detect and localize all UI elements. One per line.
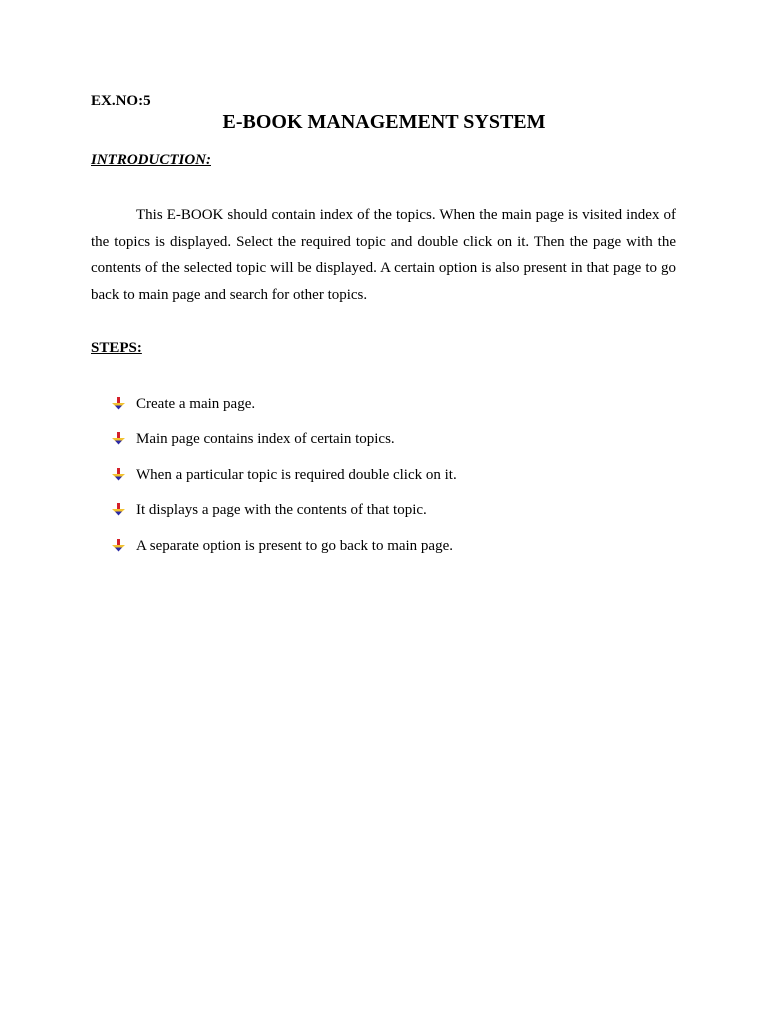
step-text: Main page contains index of certain topics. [136,431,395,447]
steps-heading: STEPS: [91,340,142,356]
arrow-bullet-icon [112,397,125,410]
document-title: E-BOOK MANAGEMENT SYSTEM [222,111,546,133]
step-text: A separate option is present to go back to main page. [136,538,453,554]
arrow-bullet-icon [112,503,125,516]
exercise-number: EX.NO:5 [91,93,151,109]
step-text: Create a main page. [136,396,256,412]
step-text: It displays a page with the contents of that topic. [136,502,427,518]
step-text: When a particular topic is required double click on it. [136,467,457,483]
arrow-bullet-icon [112,432,125,445]
introduction-heading: INTRODUCTION: [91,152,211,168]
arrow-bullet-icon [112,468,125,481]
arrow-bullet-icon [112,539,125,552]
introduction-paragraph: This E-BOOK should contain index of the topics. When the main page is visited index of the topics is displayed. Select the required topic and double click on it. Then the page with the contents of the selected topic will be displayed. A certain option is also present in that page to go back to main page and search for other topics. [91,207,676,304]
